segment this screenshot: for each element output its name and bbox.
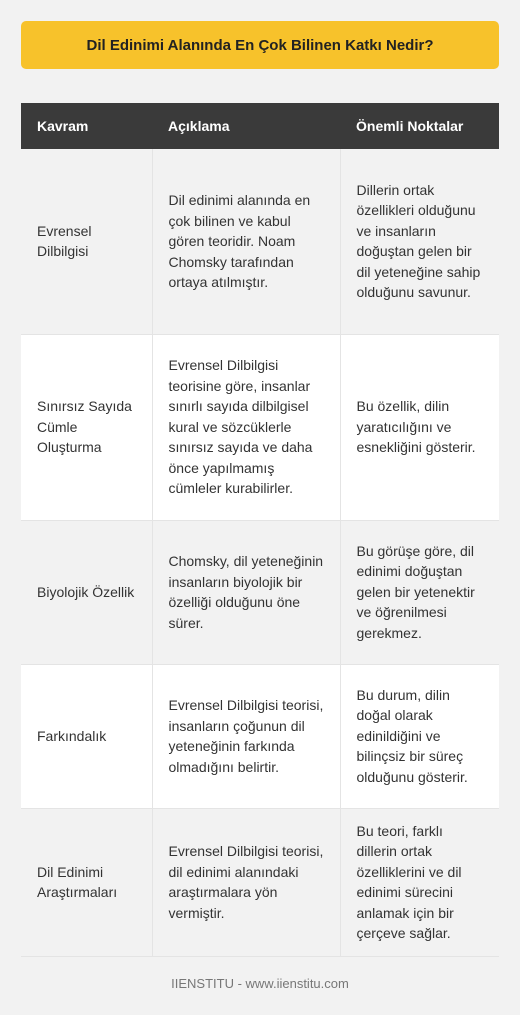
header-onemli-noktalar: Önemli Noktalar [340, 103, 499, 149]
cell-aciklama: Dil edinimi alanında en çok bilinen ve kabul gören teoridir. Noam Chomsky tarafından ortaya atılmıştır. [152, 149, 340, 334]
cell-aciklama: Evrensel Dilbilgisi teorisine göre, insanlar sınırlı sayıda dilbilgisel kural ve sözcüklerle sınırsız sayıda ve daha önce yapılmamış cümleler kurabilirler. [152, 334, 340, 520]
header-kavram: Kavram [21, 103, 152, 149]
cell-onemli: Bu görüşe göre, dil edinimi doğuştan gelen bir yetenektir ve öğrenilmesi gerekmez. [340, 520, 499, 664]
table-row [21, 664, 499, 808]
cell-aciklama: Chomsky, dil yeteneğinin insanların biyolojik bir özelliği olduğunu öne sürer. [152, 520, 340, 664]
cell-kavram: Biyolojik Özellik [21, 520, 152, 664]
cell-aciklama: Evrensel Dilbilgisi teorisi, insanların çoğunun dil yeteneğinin farkında olmadığını belirtir. [152, 664, 340, 808]
cell-kavram: Sınırsız Sayıda Cümle Oluşturma [21, 334, 152, 520]
table-row [21, 149, 499, 334]
cell-kavram: Evrensel Dilbilgisi [21, 149, 152, 334]
table-header-row [21, 103, 499, 149]
page-title: Dil Edinimi Alanında En Çok Bilinen Katkı Nedir? [21, 21, 499, 69]
concept-table [21, 103, 499, 957]
footer-credit: IIENSTITU - www.iienstitu.com [171, 976, 349, 991]
table-row [21, 520, 499, 664]
cell-onemli: Bu teori, farklı dillerin ortak özelliklerini ve dil edinimi sürecini anlamak için bir çerçeve sağlar. [340, 808, 499, 956]
cell-onemli: Bu özellik, dilin yaratıcılığını ve esnekliğini gösterir. [340, 334, 499, 520]
cell-kavram: Dil Edinimi Araştırmaları [21, 808, 152, 956]
cell-aciklama: Evrensel Dilbilgisi teorisi, dil edinimi alanındaki araştırmalara yön vermiştir. [152, 808, 340, 956]
cell-onemli: Dillerin ortak özellikleri olduğunu ve insanların doğuştan gelen bir dil yeteneğine sahip olduğunu savunur. [340, 149, 499, 334]
table-row [21, 808, 499, 956]
header-aciklama: Açıklama [152, 103, 340, 149]
cell-kavram: Farkındalık [21, 664, 152, 808]
cell-onemli: Bu durum, dilin doğal olarak edinildiğini ve bilinçsiz bir süreç olduğunu gösterir. [340, 664, 499, 808]
table-row [21, 334, 499, 520]
